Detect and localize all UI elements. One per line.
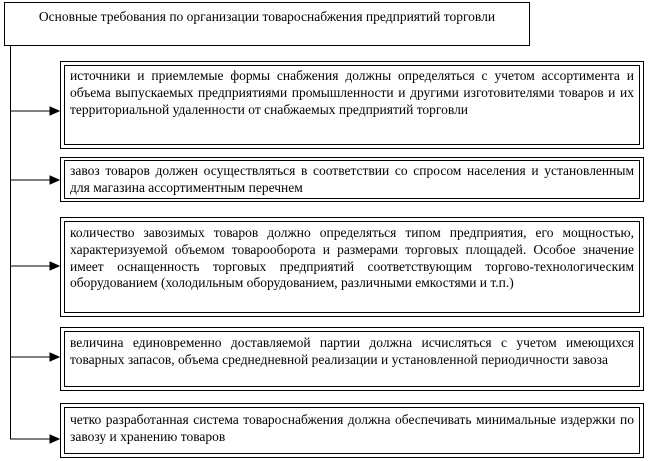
requirement-text-4: величина единовременно доставляемой партии должна исчисляться с учетом имеющихся товарных запасов, объема среднедневной реализации и установленной периодичности завоза — [64, 331, 640, 387]
requirement-text-3: количество завозимых товаров должно определяться типом предприятия, его мощностью, характеризуемой объемом товарооборота и размерами торговых площадей. Особое значение имеет оснащенность торговых предприятий соответствующим торгово-технологическим оборудованием (холодильным оборудованием, различными емкостями и т.п.) — [64, 221, 640, 313]
diagram-title-text: Основные требования по организации товароснабжения предприятий торговли — [38, 9, 496, 24]
requirement-text-5: четко разработанная система товароснабжения должна обеспечивать минимальные издержки по завозу и хранению товаров — [64, 407, 640, 454]
arrow-3-head — [50, 262, 59, 270]
arrow-5-head — [50, 435, 59, 443]
requirement-text-1: источники и приемлемые формы снабжения должны определяться с учетом ассортимента и объема выпускаемых предприятиями промышленности и другими изготовителями товаров и их территориальной удаленности от снабжаемых предприятий торговли — [64, 65, 640, 145]
arrow-2-head — [50, 176, 59, 184]
arrow-1-head — [50, 107, 59, 115]
arrow-4-head — [50, 353, 59, 361]
requirement-text-2: завоз товаров должен осуществляться в соответствии со спросом населения и установленным для магазина ассортиментным перечнем — [64, 160, 640, 199]
